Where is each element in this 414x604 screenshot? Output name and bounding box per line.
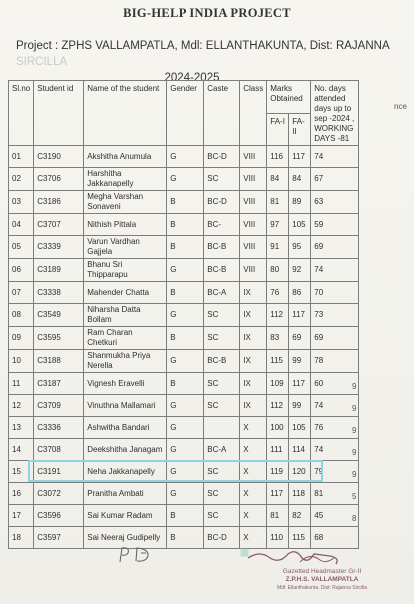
cell-name: Ram Charan Chetkuri — [84, 327, 167, 350]
edge-header: nce — [394, 102, 407, 111]
cell-name: Harshitha Jakkanapelly — [84, 168, 167, 191]
cell-fa1: 112 — [267, 304, 289, 327]
header-fa1: FA-I — [267, 113, 289, 146]
cell-fa1: 91 — [267, 236, 289, 259]
cell-student-id: C3709 — [34, 395, 84, 417]
cell-student-id: C3188 — [34, 350, 84, 373]
cell-days: 73 — [311, 304, 359, 327]
cell-slno: 15 — [9, 461, 34, 483]
cell-caste: BC-A — [204, 439, 240, 461]
header-caste: Caste — [204, 81, 240, 146]
table-row — [9, 327, 359, 350]
cell-slno: 18 — [9, 527, 34, 549]
cell-fa2: 115 — [289, 527, 311, 549]
cell-name: Sai Neeraj Gudipelly — [84, 527, 167, 549]
cell-fa1: 119 — [267, 461, 289, 483]
cell-days: 78 — [311, 350, 359, 373]
cell-caste: SC — [204, 505, 240, 527]
cell-student-id: C3707 — [34, 214, 84, 236]
cell-gender: G — [167, 461, 204, 483]
cell-fa2: 114 — [289, 439, 311, 461]
cell-fa1: 81 — [267, 191, 289, 214]
cell-class: X — [240, 439, 267, 461]
table-row — [9, 259, 359, 282]
cell-gender: G — [167, 483, 204, 505]
table-row — [9, 236, 359, 259]
cell-gender: G — [167, 168, 204, 191]
cell-class: X — [240, 527, 267, 549]
cell-caste: SC — [204, 461, 240, 483]
cell-fa1: 110 — [267, 527, 289, 549]
table-row — [9, 483, 359, 505]
cell-slno: 09 — [9, 327, 34, 350]
cell-days: 60 — [311, 373, 359, 395]
cell-class: IX — [240, 282, 267, 304]
cell-slno: 12 — [9, 395, 34, 417]
cell-class: IX — [240, 350, 267, 373]
header-student-id: Student id — [34, 81, 84, 146]
cell-class: IX — [240, 395, 267, 417]
header-slno: Sl.no — [9, 81, 34, 146]
stamp-text — [262, 568, 382, 592]
header-attended: No. days attended days up to sep -2024 , WORKING DAYS -81 — [311, 81, 359, 146]
cell-gender: B — [167, 214, 204, 236]
cell-name: Bhanu Sri Thipparapu — [84, 259, 167, 282]
cell-fa1: 80 — [267, 259, 289, 282]
cell-student-id: C3072 — [34, 483, 84, 505]
cell-slno: 06 — [9, 259, 34, 282]
cell-name: Varun Vardhan Gajjela — [84, 236, 167, 259]
cell-fa2: 105 — [289, 214, 311, 236]
cell-name: Akshitha Anumula — [84, 146, 167, 168]
table-row — [9, 373, 359, 395]
table-body — [9, 146, 359, 549]
cell-days: 74 — [311, 146, 359, 168]
cell-name: Nithish Pittala — [84, 214, 167, 236]
cell-slno: 08 — [9, 304, 34, 327]
cell-fa1: 117 — [267, 483, 289, 505]
cell-slno: 10 — [9, 350, 34, 373]
cell-days: 74 — [311, 259, 359, 282]
project-heading — [16, 38, 408, 86]
cell-days: 67 — [311, 168, 359, 191]
header-class: Class — [240, 81, 267, 146]
header-gender: Gender — [167, 81, 204, 146]
edge-cell: 9 — [352, 404, 357, 413]
table-row — [9, 350, 359, 373]
cell-fa2: 92 — [289, 259, 311, 282]
table-row — [9, 439, 359, 461]
cell-days: 45 — [311, 505, 359, 527]
cell-fa2: 117 — [289, 146, 311, 168]
cell-fa1: 112 — [267, 395, 289, 417]
cell-student-id: C3339 — [34, 236, 84, 259]
cell-class: VIII — [240, 259, 267, 282]
cell-fa1: 83 — [267, 327, 289, 350]
cell-fa1: 81 — [267, 505, 289, 527]
cell-fa1: 115 — [267, 350, 289, 373]
edge-cell: 5 — [352, 492, 357, 501]
cell-caste: SC — [204, 483, 240, 505]
cell-fa2: 99 — [289, 350, 311, 373]
table-row — [9, 395, 359, 417]
cell-caste: BC-B — [204, 350, 240, 373]
cell-gender: B — [167, 191, 204, 214]
cell-slno: 03 — [9, 191, 34, 214]
cell-fa2: 84 — [289, 168, 311, 191]
cell-fa1: 100 — [267, 417, 289, 439]
cell-class: VIII — [240, 146, 267, 168]
cell-class: X — [240, 505, 267, 527]
cell-class: VIII — [240, 236, 267, 259]
cell-caste — [204, 417, 240, 439]
cell-slno: 05 — [9, 236, 34, 259]
cell-fa1: 111 — [267, 439, 289, 461]
cell-class: X — [240, 461, 267, 483]
cell-fa2: 117 — [289, 373, 311, 395]
cell-days: 76 — [311, 417, 359, 439]
table-row — [9, 527, 359, 549]
cell-student-id: C3186 — [34, 191, 84, 214]
cell-name: Pranitha Ambati — [84, 483, 167, 505]
cell-caste: SC — [204, 304, 240, 327]
project-line-faded: SIRCILLA — [16, 56, 68, 68]
table-row — [9, 505, 359, 527]
cell-student-id: C3549 — [34, 304, 84, 327]
project-line: Project : ZPHS VALLAMPATLA, Mdl: ELLANTHAKUNTA, Dist: RAJANNA — [16, 40, 389, 52]
cell-slno: 02 — [9, 168, 34, 191]
cell-student-id: C3595 — [34, 327, 84, 350]
cell-student-id: C3708 — [34, 439, 84, 461]
cell-days: 79 — [311, 461, 359, 483]
cell-slno: 14 — [9, 439, 34, 461]
cell-days: 70 — [311, 282, 359, 304]
cell-gender: G — [167, 259, 204, 282]
cell-fa2: 117 — [289, 304, 311, 327]
cell-slno: 04 — [9, 214, 34, 236]
cell-fa2: 105 — [289, 417, 311, 439]
cell-fa2: 69 — [289, 327, 311, 350]
cell-days: 74 — [311, 395, 359, 417]
cell-gender: B — [167, 527, 204, 549]
cell-class: VIII — [240, 214, 267, 236]
cell-gender: B — [167, 327, 204, 350]
cell-gender: B — [167, 282, 204, 304]
document-title: BIG-HELP INDIA PROJECT — [123, 6, 291, 20]
cell-fa2: 95 — [289, 236, 311, 259]
cell-name: Neha Jakkanapelly — [84, 461, 167, 483]
cell-days: 81 — [311, 483, 359, 505]
cell-gender: B — [167, 373, 204, 395]
cell-days: 63 — [311, 191, 359, 214]
cell-fa2: 89 — [289, 191, 311, 214]
cell-slno: 16 — [9, 483, 34, 505]
row-highlight-box — [28, 460, 323, 482]
table-row — [9, 282, 359, 304]
stamp-line-1: Gazetted Headmaster Gr-II — [282, 568, 362, 575]
cell-name: Mahender Chatta — [84, 282, 167, 304]
cell-caste: SC — [204, 327, 240, 350]
cell-class: IX — [240, 304, 267, 327]
cell-name: Megha Varshan Sonaveni — [84, 191, 167, 214]
cell-student-id: C3338 — [34, 282, 84, 304]
cell-fa1: 97 — [267, 214, 289, 236]
edge-cell: 9 — [352, 448, 357, 457]
header-name: Name of the student — [84, 81, 167, 146]
cell-student-id: C3336 — [34, 417, 84, 439]
cell-class: VIII — [240, 168, 267, 191]
cell-slno: 01 — [9, 146, 34, 168]
cell-name: Deekshitha Janagam — [84, 439, 167, 461]
cell-days: 74 — [311, 439, 359, 461]
cell-fa2: 99 — [289, 395, 311, 417]
cell-caste: SC — [204, 373, 240, 395]
cell-slno: 17 — [9, 505, 34, 527]
cell-fa1: 109 — [267, 373, 289, 395]
table-row — [9, 146, 359, 168]
cell-fa2: 86 — [289, 282, 311, 304]
cell-name: Niharsha Datta Bollam — [84, 304, 167, 327]
cell-fa2: 82 — [289, 505, 311, 527]
cell-fa1: 84 — [267, 168, 289, 191]
cell-slno: 07 — [9, 282, 34, 304]
header-marks: Marks Obtained — [267, 81, 311, 114]
edge-cell: 9 — [352, 426, 357, 435]
table-header-row — [9, 81, 359, 114]
cell-student-id: C3596 — [34, 505, 84, 527]
cell-student-id: C3191 — [34, 461, 84, 483]
cell-caste: BC-B — [204, 259, 240, 282]
cell-caste: SC — [204, 395, 240, 417]
cell-gender: G — [167, 395, 204, 417]
cell-gender: B — [167, 505, 204, 527]
cell-class: X — [240, 483, 267, 505]
cell-caste: BC-D — [204, 191, 240, 214]
cell-days: 69 — [311, 236, 359, 259]
cell-gender: G — [167, 350, 204, 373]
cell-name: Sai Kumar Radam — [84, 505, 167, 527]
cell-student-id: C3187 — [34, 373, 84, 395]
cell-student-id: C3189 — [34, 259, 84, 282]
cell-name: Vignesh Eravelli — [84, 373, 167, 395]
header-fa2: FA-II — [289, 113, 311, 146]
stamp-line-2: Z.P.H.S. VALLAMPATLA — [285, 576, 359, 583]
table-row — [9, 168, 359, 191]
cell-name: Ashwitha Bandari — [84, 417, 167, 439]
cell-class: X — [240, 417, 267, 439]
cell-gender: G — [167, 417, 204, 439]
cell-student-id: C3597 — [34, 527, 84, 549]
edge-cell: 8 — [352, 514, 357, 523]
cell-fa2: 120 — [289, 461, 311, 483]
cell-class: IX — [240, 327, 267, 350]
cell-caste: BC-B — [204, 236, 240, 259]
table-row — [9, 417, 359, 439]
cell-class: IX — [240, 373, 267, 395]
cell-days: 68 — [311, 527, 359, 549]
cell-fa2: 118 — [289, 483, 311, 505]
cell-caste: BC-D — [204, 527, 240, 549]
cell-fa1: 116 — [267, 146, 289, 168]
cell-gender: G — [167, 439, 204, 461]
cell-days: 69 — [311, 327, 359, 350]
cell-slno: 13 — [9, 417, 34, 439]
cell-days: 59 — [311, 214, 359, 236]
cell-student-id: C3190 — [34, 146, 84, 168]
cell-class: VIII — [240, 191, 267, 214]
cell-gender: B — [167, 236, 204, 259]
cell-name: Shanmukha Priya Nerella — [84, 350, 167, 373]
cell-caste: SC — [204, 168, 240, 191]
cell-caste: BC-D — [204, 146, 240, 168]
cell-caste: BC- — [204, 214, 240, 236]
cell-student-id: C3706 — [34, 168, 84, 191]
cell-name: Vinuthna Mallamari — [84, 395, 167, 417]
table-row — [9, 214, 359, 236]
academic-year: 2024-2025 — [164, 72, 220, 84]
cell-fa1: 76 — [267, 282, 289, 304]
cell-gender: G — [167, 304, 204, 327]
initials-signature — [116, 544, 156, 566]
table-row — [9, 191, 359, 214]
edge-cell: 9 — [352, 382, 357, 391]
stamp-line-3: Mdl: Ellanthakunta, Dist: Rajanna Sircilla — [276, 585, 368, 591]
table-row — [9, 304, 359, 327]
cell-caste: BC-A — [204, 282, 240, 304]
cell-gender: G — [167, 146, 204, 168]
cell-slno: 11 — [9, 373, 34, 395]
edge-cell: 9 — [352, 470, 357, 479]
